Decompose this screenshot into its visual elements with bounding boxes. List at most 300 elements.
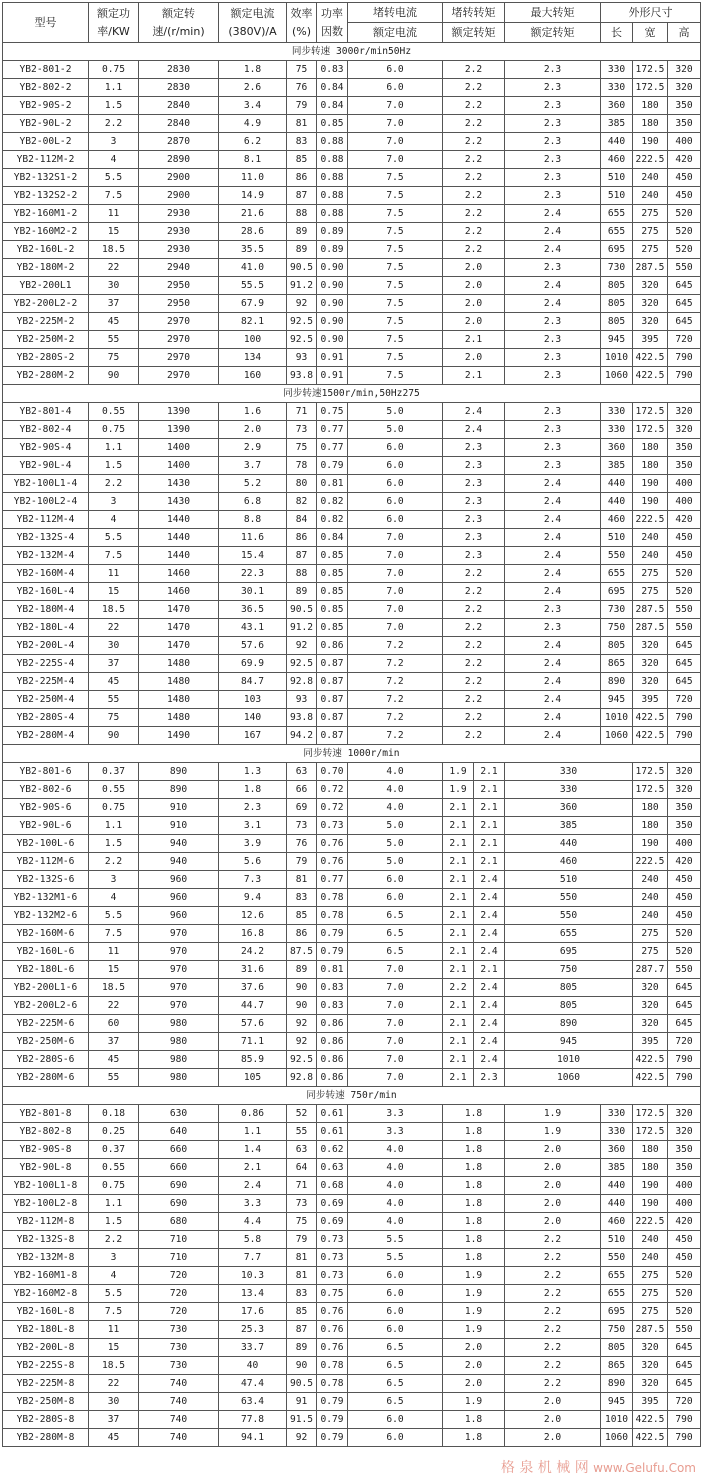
table-cell: 0.89 bbox=[317, 223, 348, 241]
table-cell: 73 bbox=[287, 1195, 317, 1213]
table-cell: 2.1 bbox=[443, 925, 474, 943]
table-cell: 4.0 bbox=[348, 1195, 443, 1213]
table-cell: 330 bbox=[505, 781, 633, 799]
table-row bbox=[3, 493, 701, 511]
table-cell: 320 bbox=[633, 1357, 668, 1375]
table-cell: 180 bbox=[633, 1159, 668, 1177]
table-cell: YB2-180L-4 bbox=[3, 619, 89, 637]
table-cell: 750 bbox=[505, 961, 633, 979]
table-cell: 3 bbox=[89, 871, 139, 889]
table-cell: 2.3 bbox=[505, 331, 601, 349]
watermark-brand: 格 泉 机 械 网 bbox=[500, 1460, 589, 1476]
table-row bbox=[3, 1213, 701, 1231]
table-cell: 3.3 bbox=[219, 1195, 287, 1213]
table-cell: 320 bbox=[668, 1123, 701, 1141]
table-row bbox=[3, 187, 701, 205]
table-cell: 1480 bbox=[139, 673, 219, 691]
table-row bbox=[3, 1069, 701, 1087]
table-cell: 3.9 bbox=[219, 835, 287, 853]
table-row bbox=[3, 457, 701, 475]
table-cell: 47.4 bbox=[219, 1375, 287, 1393]
table-cell: 11 bbox=[89, 205, 139, 223]
table-cell: 287.5 bbox=[633, 259, 668, 277]
table-cell: YB2-90L-8 bbox=[3, 1159, 89, 1177]
header-max-torque-sub: 额定转矩 bbox=[505, 23, 601, 43]
table-cell: 5.5 bbox=[89, 169, 139, 187]
table-cell: 87 bbox=[287, 187, 317, 205]
table-cell: 73 bbox=[287, 421, 317, 439]
table-cell: 3.4 bbox=[219, 97, 287, 115]
table-cell: 36.5 bbox=[219, 601, 287, 619]
table-cell: 0.78 bbox=[317, 1357, 348, 1375]
table-cell: 750 bbox=[601, 619, 633, 637]
table-cell: 1.5 bbox=[89, 457, 139, 475]
table-cell: 1.1 bbox=[89, 817, 139, 835]
table-cell: 88 bbox=[287, 205, 317, 223]
table-cell: 2.4 bbox=[505, 277, 601, 295]
table-cell: 440 bbox=[601, 493, 633, 511]
table-cell: 64 bbox=[287, 1159, 317, 1177]
table-cell: 7.5 bbox=[348, 349, 443, 367]
table-cell: 440 bbox=[601, 475, 633, 493]
table-cell: 460 bbox=[601, 511, 633, 529]
table-cell: 2.3 bbox=[505, 457, 601, 475]
table-cell: 87 bbox=[287, 547, 317, 565]
table-cell: 140 bbox=[219, 709, 287, 727]
table-cell: 63 bbox=[287, 763, 317, 781]
table-cell: 2.3 bbox=[505, 115, 601, 133]
table-cell: YB2-112M-8 bbox=[3, 1213, 89, 1231]
table-cell: 1490 bbox=[139, 727, 219, 745]
table-cell: 6.0 bbox=[348, 79, 443, 97]
table-cell: 2.3 bbox=[443, 547, 505, 565]
table-cell: 395 bbox=[633, 1033, 668, 1051]
table-cell: 90 bbox=[89, 367, 139, 385]
table-cell: 1.6 bbox=[219, 403, 287, 421]
table-cell: 2.2 bbox=[505, 1249, 601, 1267]
table-cell: 2.0 bbox=[505, 1159, 601, 1177]
table-cell: 1.8 bbox=[443, 1177, 505, 1195]
table-cell: 350 bbox=[668, 457, 701, 475]
table-cell: 240 bbox=[633, 889, 668, 907]
table-cell: 0.79 bbox=[317, 1429, 348, 1447]
table-cell: 2.3 bbox=[505, 421, 601, 439]
table-cell: YB2-160M1-8 bbox=[3, 1267, 89, 1285]
table-cell: 75 bbox=[287, 1213, 317, 1231]
table-cell: 2.1 bbox=[443, 907, 474, 925]
table-cell: 5.5 bbox=[348, 1249, 443, 1267]
header-width: 宽 bbox=[633, 23, 668, 43]
table-cell: 8.1 bbox=[219, 151, 287, 169]
table-cell: 3.3 bbox=[348, 1105, 443, 1123]
table-cell: 13.4 bbox=[219, 1285, 287, 1303]
table-cell: 805 bbox=[601, 637, 633, 655]
table-cell: 2.2 bbox=[443, 115, 505, 133]
table-cell: 2930 bbox=[139, 205, 219, 223]
table-cell: 0.76 bbox=[317, 835, 348, 853]
table-cell: YB2-801-2 bbox=[3, 61, 89, 79]
table-cell: 5.0 bbox=[348, 403, 443, 421]
table-cell: 71 bbox=[287, 1177, 317, 1195]
table-cell: 1.8 bbox=[443, 1231, 505, 1249]
table-cell: 2.4 bbox=[505, 583, 601, 601]
table-cell: 695 bbox=[601, 241, 633, 259]
table-cell: 1440 bbox=[139, 511, 219, 529]
table-cell: 645 bbox=[668, 313, 701, 331]
table-cell: 655 bbox=[601, 205, 633, 223]
table-cell: 45 bbox=[89, 673, 139, 691]
table-cell: 790 bbox=[668, 1411, 701, 1429]
table-cell: 6.5 bbox=[348, 1393, 443, 1411]
table-cell: YB2-112M-4 bbox=[3, 511, 89, 529]
table-cell: 275 bbox=[633, 565, 668, 583]
table-cell: 83 bbox=[287, 889, 317, 907]
table-cell: 2.1 bbox=[443, 835, 474, 853]
table-cell: 4 bbox=[89, 511, 139, 529]
table-cell: 0.55 bbox=[89, 1159, 139, 1177]
table-cell: 0.78 bbox=[317, 1375, 348, 1393]
table-cell: 645 bbox=[668, 1015, 701, 1033]
table-cell: 2.1 bbox=[443, 1069, 474, 1087]
table-cell: 41.0 bbox=[219, 259, 287, 277]
table-cell: 695 bbox=[601, 583, 633, 601]
table-cell: YB2-100L2-8 bbox=[3, 1195, 89, 1213]
table-cell: 2.3 bbox=[505, 151, 601, 169]
table-cell: YB2-160M2-2 bbox=[3, 223, 89, 241]
table-cell: 91.5 bbox=[287, 1411, 317, 1429]
table-cell: 2.1 bbox=[443, 367, 505, 385]
table-cell: 7.0 bbox=[348, 115, 443, 133]
table-cell: 1470 bbox=[139, 601, 219, 619]
table-cell: 83 bbox=[287, 1285, 317, 1303]
table-cell: 2900 bbox=[139, 169, 219, 187]
table-row bbox=[3, 763, 701, 781]
table-cell: 2.9 bbox=[219, 439, 287, 457]
table-cell: 750 bbox=[601, 1321, 633, 1339]
table-cell: 2.3 bbox=[505, 349, 601, 367]
table-cell: 320 bbox=[633, 1015, 668, 1033]
table-cell: 2.3 bbox=[505, 367, 601, 385]
table-cell: 1440 bbox=[139, 547, 219, 565]
table-cell: 1430 bbox=[139, 493, 219, 511]
table-cell: 2840 bbox=[139, 115, 219, 133]
table-row bbox=[3, 1249, 701, 1267]
table-cell: 18.5 bbox=[89, 1357, 139, 1375]
table-cell: 1470 bbox=[139, 637, 219, 655]
table-row bbox=[3, 79, 701, 97]
table-cell: 1480 bbox=[139, 709, 219, 727]
table-row bbox=[3, 475, 701, 493]
table-cell: 0.90 bbox=[317, 295, 348, 313]
table-cell: 2.0 bbox=[443, 1375, 505, 1393]
table-cell: 0.87 bbox=[317, 691, 348, 709]
table-cell: 180 bbox=[633, 97, 668, 115]
table-cell: 1.9 bbox=[505, 1123, 601, 1141]
table-row bbox=[3, 601, 701, 619]
table-cell: 720 bbox=[668, 331, 701, 349]
table-cell: 3.3 bbox=[348, 1123, 443, 1141]
table-cell: 240 bbox=[633, 187, 668, 205]
table-cell: 7.5 bbox=[89, 1303, 139, 1321]
table-cell: 7.0 bbox=[348, 979, 443, 997]
table-cell: 5.6 bbox=[219, 853, 287, 871]
table-cell: YB2-225M-4 bbox=[3, 673, 89, 691]
table-cell: 55 bbox=[89, 331, 139, 349]
table-row bbox=[3, 655, 701, 673]
section-header-row bbox=[3, 1087, 701, 1105]
table-cell: 520 bbox=[668, 943, 701, 961]
table-cell: 94.1 bbox=[219, 1429, 287, 1447]
table-row bbox=[3, 925, 701, 943]
table-cell: 730 bbox=[139, 1357, 219, 1375]
table-cell: 4.9 bbox=[219, 115, 287, 133]
table-cell: 520 bbox=[668, 205, 701, 223]
table-row bbox=[3, 1177, 701, 1195]
table-cell: 320 bbox=[633, 655, 668, 673]
table-row bbox=[3, 1321, 701, 1339]
table-cell: 2.4 bbox=[443, 421, 505, 439]
table-cell: 7.3 bbox=[219, 871, 287, 889]
table-cell: 190 bbox=[633, 835, 668, 853]
table-cell: 2.4 bbox=[474, 997, 505, 1015]
table-cell: 0.85 bbox=[317, 583, 348, 601]
table-cell: YB2-250M-6 bbox=[3, 1033, 89, 1051]
table-cell: 320 bbox=[668, 421, 701, 439]
table-cell: 790 bbox=[668, 367, 701, 385]
table-cell: 2.2 bbox=[443, 637, 505, 655]
table-row bbox=[3, 403, 701, 421]
table-cell: 550 bbox=[668, 619, 701, 637]
table-cell: 2.4 bbox=[474, 871, 505, 889]
table-cell: 1.8 bbox=[443, 1105, 505, 1123]
table-cell: 11 bbox=[89, 943, 139, 961]
table-cell: 287.5 bbox=[633, 619, 668, 637]
table-cell: 550 bbox=[505, 889, 633, 907]
table-cell: 172.5 bbox=[633, 763, 668, 781]
table-row bbox=[3, 979, 701, 997]
table-cell: 1.4 bbox=[219, 1141, 287, 1159]
table-cell: 78 bbox=[287, 457, 317, 475]
table-cell: 134 bbox=[219, 349, 287, 367]
table-cell: 6.0 bbox=[348, 1411, 443, 1429]
table-cell: 2.2 bbox=[443, 61, 505, 79]
table-cell: 30 bbox=[89, 277, 139, 295]
table-cell: 2.2 bbox=[443, 583, 505, 601]
table-cell: 160 bbox=[219, 367, 287, 385]
header-stall-torque-sub: 额定转矩 bbox=[443, 23, 505, 43]
table-cell: 0.87 bbox=[317, 727, 348, 745]
table-cell: 6.0 bbox=[348, 493, 443, 511]
table-cell: 0.73 bbox=[317, 817, 348, 835]
table-cell: 2.4 bbox=[505, 295, 601, 313]
table-row bbox=[3, 1051, 701, 1069]
table-cell: 2.2 bbox=[505, 1231, 601, 1249]
table-cell: 0.84 bbox=[317, 79, 348, 97]
table-cell: 1.3 bbox=[219, 763, 287, 781]
table-cell: 22 bbox=[89, 619, 139, 637]
table-cell: 7.0 bbox=[348, 1069, 443, 1087]
table-cell: 320 bbox=[668, 403, 701, 421]
table-cell: 960 bbox=[139, 907, 219, 925]
table-cell: 2.1 bbox=[474, 799, 505, 817]
table-cell: 1.9 bbox=[443, 1321, 505, 1339]
table-cell: 83 bbox=[287, 133, 317, 151]
table-cell: 945 bbox=[601, 691, 633, 709]
table-cell: 0.70 bbox=[317, 763, 348, 781]
table-cell: 45 bbox=[89, 313, 139, 331]
table-cell: 2.2 bbox=[89, 115, 139, 133]
table-cell: 0.88 bbox=[317, 169, 348, 187]
table-cell: YB2-180L-6 bbox=[3, 961, 89, 979]
table-cell: 790 bbox=[668, 1429, 701, 1447]
table-cell: 180 bbox=[633, 1141, 668, 1159]
table-cell: 92 bbox=[287, 1429, 317, 1447]
table-cell: 6.5 bbox=[348, 907, 443, 925]
table-cell: 790 bbox=[668, 349, 701, 367]
table-cell: 2.2 bbox=[505, 1321, 601, 1339]
table-cell: 5.0 bbox=[348, 835, 443, 853]
table-cell: YB2-280M-2 bbox=[3, 367, 89, 385]
table-cell: 2.2 bbox=[443, 619, 505, 637]
table-cell: 66 bbox=[287, 781, 317, 799]
table-cell: 1.5 bbox=[89, 1213, 139, 1231]
table-cell: 6.0 bbox=[348, 457, 443, 475]
table-cell: 2830 bbox=[139, 61, 219, 79]
table-cell: 92.5 bbox=[287, 1051, 317, 1069]
table-cell: 450 bbox=[668, 1249, 701, 1267]
table-cell: 0.86 bbox=[317, 637, 348, 655]
table-cell: 1.9 bbox=[443, 1393, 505, 1411]
table-cell: 320 bbox=[633, 295, 668, 313]
table-cell: YB2-280S-2 bbox=[3, 349, 89, 367]
table-cell: 2.1 bbox=[474, 853, 505, 871]
table-cell: 89 bbox=[287, 583, 317, 601]
table-row bbox=[3, 799, 701, 817]
table-row bbox=[3, 1141, 701, 1159]
table-cell: YB2-200L1-6 bbox=[3, 979, 89, 997]
table-cell: 0.85 bbox=[317, 115, 348, 133]
table-row bbox=[3, 1375, 701, 1393]
table-row bbox=[3, 223, 701, 241]
table-cell: 7.7 bbox=[219, 1249, 287, 1267]
table-cell: 0.88 bbox=[317, 187, 348, 205]
table-cell: 5.8 bbox=[219, 1231, 287, 1249]
table-cell: 790 bbox=[668, 1069, 701, 1087]
table-cell: 422.5 bbox=[633, 1411, 668, 1429]
table-cell: 2.3 bbox=[443, 529, 505, 547]
header-rated-current: 额定电流 (380V)/A bbox=[219, 3, 287, 43]
table-cell: 287.7 bbox=[633, 961, 668, 979]
table-cell: 740 bbox=[139, 1429, 219, 1447]
section-header-row bbox=[3, 43, 701, 61]
table-cell: 645 bbox=[668, 997, 701, 1015]
table-cell: 520 bbox=[668, 1303, 701, 1321]
table-cell: 7.5 bbox=[89, 187, 139, 205]
table-cell: 1.8 bbox=[443, 1249, 505, 1267]
table-cell: 81 bbox=[287, 1267, 317, 1285]
table-cell: 93.8 bbox=[287, 367, 317, 385]
table-cell: 510 bbox=[601, 187, 633, 205]
table-cell: 1460 bbox=[139, 565, 219, 583]
table-cell: 84.7 bbox=[219, 673, 287, 691]
table-cell: 10.3 bbox=[219, 1267, 287, 1285]
table-cell: 43.1 bbox=[219, 619, 287, 637]
table-cell: 0.84 bbox=[317, 529, 348, 547]
table-cell: 2.0 bbox=[443, 1339, 505, 1357]
table-cell: YB2-802-6 bbox=[3, 781, 89, 799]
table-cell: 2.2 bbox=[443, 709, 505, 727]
table-cell: 2.0 bbox=[505, 1177, 601, 1195]
table-cell: 2.2 bbox=[443, 169, 505, 187]
table-cell: 4.0 bbox=[348, 1159, 443, 1177]
table-cell: 222.5 bbox=[633, 853, 668, 871]
table-cell: 15 bbox=[89, 223, 139, 241]
header-efficiency: 效率 (%) bbox=[287, 3, 317, 43]
table-cell: 5.5 bbox=[89, 529, 139, 547]
table-cell: 92.5 bbox=[287, 313, 317, 331]
table-cell: 890 bbox=[139, 763, 219, 781]
table-cell: 2.2 bbox=[443, 727, 505, 745]
table-row bbox=[3, 1393, 701, 1411]
table-cell: 16.8 bbox=[219, 925, 287, 943]
table-cell: 0.75 bbox=[89, 421, 139, 439]
table-cell: 103 bbox=[219, 691, 287, 709]
table-cell: 90.5 bbox=[287, 601, 317, 619]
table-cell: 2.2 bbox=[89, 475, 139, 493]
watermark-url: www.Gelufu.Com bbox=[593, 1461, 696, 1475]
table-cell: YB2-250M-8 bbox=[3, 1393, 89, 1411]
table-cell: 2.4 bbox=[219, 1177, 287, 1195]
table-cell: YB2-100L-6 bbox=[3, 835, 89, 853]
table-cell: 2840 bbox=[139, 97, 219, 115]
table-cell: 11.0 bbox=[219, 169, 287, 187]
table-cell: 510 bbox=[601, 1231, 633, 1249]
table-cell: 8.8 bbox=[219, 511, 287, 529]
table-cell: 1.5 bbox=[89, 97, 139, 115]
section-header-row bbox=[3, 745, 701, 763]
header-rated-speed: 额定转 速/(r/min) bbox=[139, 3, 219, 43]
table-cell: 2.4 bbox=[505, 727, 601, 745]
table-cell: YB2-132M-4 bbox=[3, 547, 89, 565]
table-cell: 655 bbox=[505, 925, 633, 943]
table-cell: 320 bbox=[668, 763, 701, 781]
table-cell: 645 bbox=[668, 979, 701, 997]
table-cell: 2.3 bbox=[505, 619, 601, 637]
table-cell: 960 bbox=[139, 871, 219, 889]
table-cell: 7.0 bbox=[348, 601, 443, 619]
table-cell: 167 bbox=[219, 727, 287, 745]
table-cell: YB2-132M2-6 bbox=[3, 907, 89, 925]
table-cell: 645 bbox=[668, 655, 701, 673]
table-cell: 18.5 bbox=[89, 979, 139, 997]
table-cell: 2.1 bbox=[443, 1033, 474, 1051]
table-cell: 86 bbox=[287, 925, 317, 943]
table-cell: 910 bbox=[139, 799, 219, 817]
table-cell: 2.3 bbox=[505, 259, 601, 277]
table-cell: 400 bbox=[668, 133, 701, 151]
motor-spec-table bbox=[2, 2, 701, 1447]
table-cell: 3.7 bbox=[219, 457, 287, 475]
section-title: 同步转速 3000r/min50Hz bbox=[3, 43, 701, 61]
table-cell: 7.5 bbox=[348, 313, 443, 331]
table-cell: YB2-132S1-2 bbox=[3, 169, 89, 187]
table-cell: 645 bbox=[668, 1357, 701, 1375]
table-cell: 2.1 bbox=[474, 763, 505, 781]
table-cell: 550 bbox=[505, 907, 633, 925]
table-cell: 2.3 bbox=[443, 457, 505, 475]
table-cell: 2.3 bbox=[505, 97, 601, 115]
table-cell: YB2-225M-6 bbox=[3, 1015, 89, 1033]
